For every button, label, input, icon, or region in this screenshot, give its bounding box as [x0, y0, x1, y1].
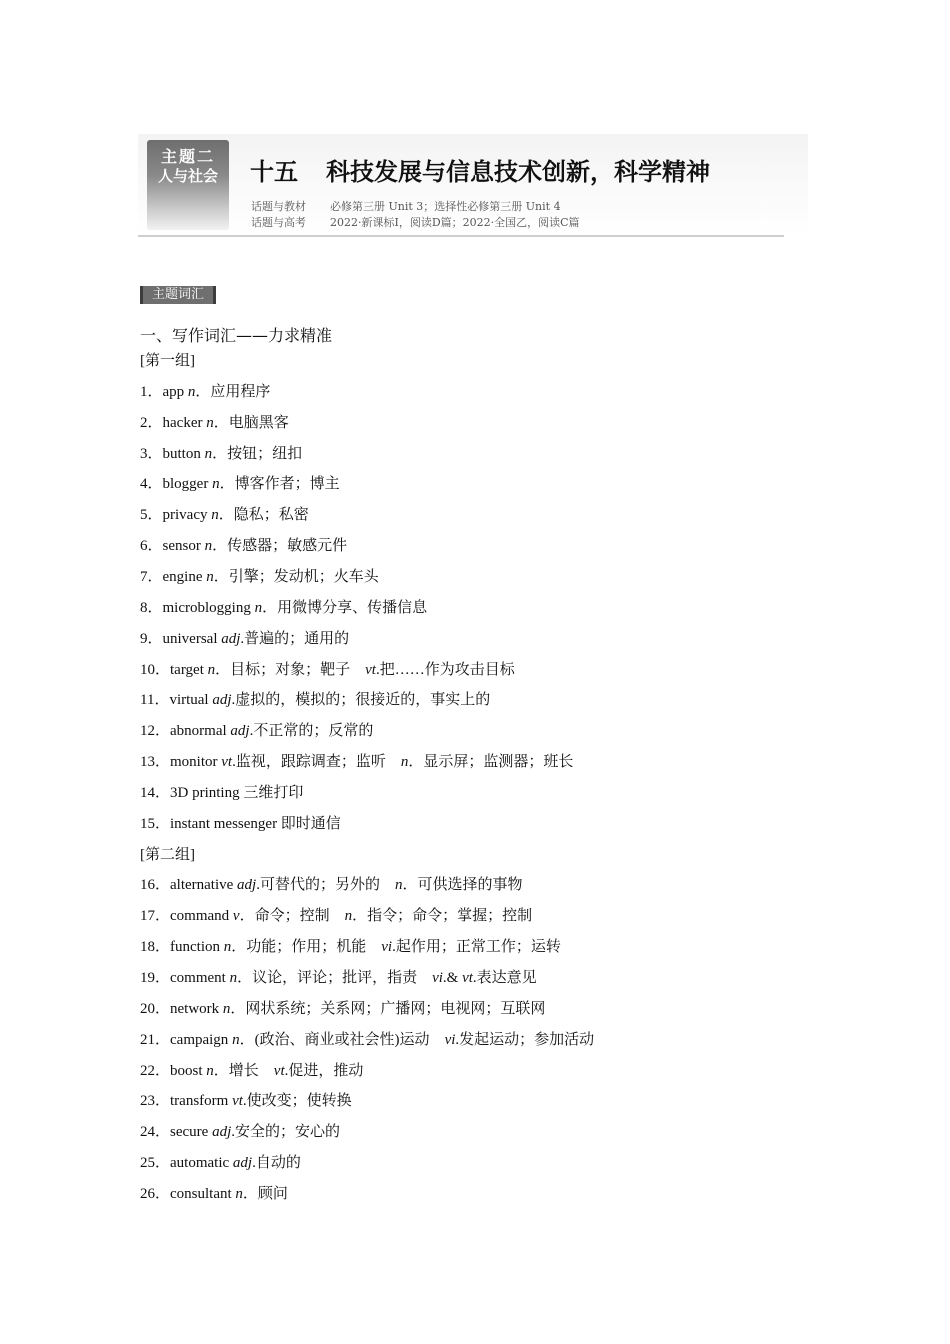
entry-text: ．增长 [213, 1063, 274, 1079]
part-of-speech: vt [365, 662, 376, 678]
entry-text: ．按钮；纽扣 [212, 446, 303, 462]
entry-text: 13．monitor [140, 754, 222, 770]
vocab-entry [140, 906, 532, 926]
entry-text: .虚拟的，模拟的；很接近的，事实上的 [231, 692, 491, 708]
entry-text: 23．transform [140, 1093, 233, 1109]
vocab-entry [140, 1153, 301, 1173]
part-of-speech: n [212, 476, 220, 492]
vocab-entry [140, 629, 349, 649]
entry-text: 2．hacker [140, 415, 207, 431]
vocab-entry [140, 752, 573, 772]
meta-row-textbook [251, 198, 561, 214]
entry-text: .安全的；安心的 [231, 1124, 340, 1140]
entry-text: ．隐私；私密 [218, 507, 309, 523]
entry-text: .& [442, 970, 463, 986]
entry-text: 21．campaign [140, 1032, 233, 1048]
part-of-speech: n [235, 1186, 243, 1202]
part-of-speech: n [400, 754, 409, 770]
part-of-speech: adj [221, 631, 241, 647]
entry-text: .表达意见 [472, 970, 537, 986]
entry-text: ．显示屏；监测器；班长 [408, 754, 574, 770]
part-of-speech: n [223, 939, 232, 955]
vocab-entry [140, 783, 303, 803]
entry-text: ．传感器；敏感元件 [212, 538, 348, 554]
part-of-speech: n [187, 384, 196, 400]
entry-text: 6．sensor [140, 538, 205, 554]
vocab-entry [140, 1184, 288, 1204]
entry-text: .发起运动；参加活动 [455, 1032, 595, 1048]
badge-topic-name: 人与社会 [157, 167, 218, 185]
part-of-speech: vt [273, 1063, 285, 1079]
part-of-speech: vi [381, 939, 393, 955]
entry-text: ．命令；控制 [239, 908, 345, 924]
entry-text: ．可供选择的事物 [402, 877, 523, 893]
entry-text: .监视，跟踪调查；监听 [232, 754, 401, 770]
vocab-entry [140, 814, 341, 834]
entry-text: .促进，推动 [284, 1063, 364, 1079]
meta-label: 话题与教材 [251, 200, 306, 213]
vocab-entry [140, 382, 270, 402]
vocab-entry [140, 598, 427, 618]
entry-text: ．用微博分享、传播信息 [262, 600, 428, 616]
entry-text: ．功能；作用；机能 [231, 939, 382, 955]
meta-label: 话题与高考 [251, 216, 306, 229]
part-of-speech: v [232, 908, 240, 924]
entry-text: 3．button [140, 446, 205, 462]
part-of-speech: adj [237, 877, 257, 893]
unit-number: 十五 [250, 158, 298, 186]
vocab-entry [140, 536, 347, 556]
vocab-entry [140, 1122, 340, 1142]
entry-text: 16．alternative [140, 877, 238, 893]
topic-badge [147, 140, 229, 230]
vocab-entry [140, 1030, 594, 1050]
entry-text: 26．consultant [140, 1186, 236, 1202]
part-of-speech: n [232, 1032, 240, 1048]
entry-text: ．(政治、商业或社会性)运动 [239, 1032, 445, 1048]
entry-text: 14．3D printing 三维打印 [140, 785, 304, 801]
entry-text: 19．comment [140, 970, 230, 986]
part-of-speech: adj [212, 692, 232, 708]
entry-text: ．目标；对象；靶子 [215, 662, 366, 678]
entry-text: 5．privacy [140, 507, 212, 523]
part-of-speech: n [204, 538, 213, 554]
entry-text: .起作用；正常工作；运转 [392, 939, 561, 955]
part-of-speech: n [229, 970, 238, 986]
vocab-entry [140, 660, 515, 680]
entry-text: 11．virtual [140, 692, 213, 708]
entry-text: 24．secure [140, 1124, 213, 1140]
entry-text: ．博客作者；博主 [219, 476, 340, 492]
vocab-entry [140, 690, 490, 710]
vocab-entry [140, 721, 373, 741]
vocab-entry [140, 1061, 363, 1081]
group-label: [第一组] [140, 353, 195, 369]
vocab-entry [140, 1091, 352, 1111]
entry-text: .把……作为攻击目标 [375, 662, 515, 678]
part-of-speech: n [254, 600, 263, 616]
part-of-speech: n [204, 446, 213, 462]
vocab-entry [140, 875, 523, 895]
entry-text: ．电脑黑客 [213, 415, 289, 431]
entry-text: 18．function [140, 939, 224, 955]
entry-text: 22．boost [140, 1063, 207, 1079]
part-of-speech: n [207, 662, 216, 678]
vocab-entry [140, 444, 302, 464]
part-of-speech: adj [212, 1124, 232, 1140]
part-of-speech: vi [432, 970, 443, 986]
entry-text: ．顾问 [242, 1186, 288, 1202]
vocab-entry [140, 937, 561, 957]
vocab-entry [140, 968, 537, 988]
entry-text: 20．network [140, 1001, 223, 1017]
vocab-entry [140, 999, 545, 1019]
entry-text: 9．universal [140, 631, 222, 647]
vocab-entry [140, 567, 379, 587]
meta-row-exam [251, 214, 580, 230]
part-of-speech: vi [444, 1032, 456, 1048]
part-of-speech: vt [221, 754, 233, 770]
entry-text: 10．target [140, 662, 208, 678]
entry-text: ．引擎；发动机；火车头 [213, 569, 379, 585]
vocab-entry [140, 413, 289, 433]
entry-text: .不正常的；反常的 [249, 723, 374, 739]
entry-text: 15．instant messenger 即时通信 [140, 816, 341, 832]
entry-text: 12．abnormal [140, 723, 231, 739]
vocab-entry [140, 505, 309, 525]
part-of-speech: vt [232, 1093, 243, 1109]
part-of-speech: n [222, 1001, 231, 1017]
entry-text: .使改变；使转换 [242, 1093, 352, 1109]
part-of-speech: adj [230, 723, 250, 739]
part-of-speech: n [206, 1063, 214, 1079]
part-of-speech: n [344, 908, 353, 924]
part-of-speech: vt [462, 970, 473, 986]
meta-value: 2022·新课标Ⅰ，阅读D篇；2022·全国乙，阅读C篇 [330, 216, 580, 229]
entry-text: 17．command [140, 908, 233, 924]
section-heading: 一、写作词汇——力求精准 [140, 326, 333, 345]
part-of-speech: adj [232, 1155, 253, 1171]
entry-text: 8．microblogging [140, 600, 255, 616]
entry-text: ．网状系统；关系网；广播网；电视网；互联网 [230, 1001, 546, 1017]
entry-text: ．指令；命令；掌握；控制 [352, 908, 533, 924]
group-label: [第二组] [140, 847, 195, 863]
entry-text: 1．app [140, 384, 188, 400]
entry-text: .普遍的；通用的 [240, 631, 350, 647]
vocab-entry [140, 474, 340, 494]
entry-text: ．议论，评论；批评，指责 [237, 970, 433, 986]
part-of-speech: n [211, 507, 219, 523]
entry-text: ．应用程序 [195, 384, 271, 400]
unit-title: 科技发展与信息技术创新，科学精神 [326, 158, 710, 186]
entry-text: .可替代的；另外的 [256, 877, 395, 893]
section-tag: 主题词汇 [140, 286, 216, 304]
part-of-speech: n [206, 415, 214, 431]
part-of-speech: n [206, 569, 214, 585]
entry-text: 4．blogger [140, 476, 213, 492]
entry-text: .自动的 [252, 1155, 301, 1171]
meta-value: 必修第三册 Unit 3；选择性必修第三册 Unit 4 [330, 200, 561, 213]
entry-text: 7．engine [140, 569, 207, 585]
entry-text: 25．automatic [140, 1155, 233, 1171]
badge-topic-number: 主题二 [160, 147, 215, 166]
header-divider [138, 235, 784, 237]
part-of-speech: n [394, 877, 403, 893]
